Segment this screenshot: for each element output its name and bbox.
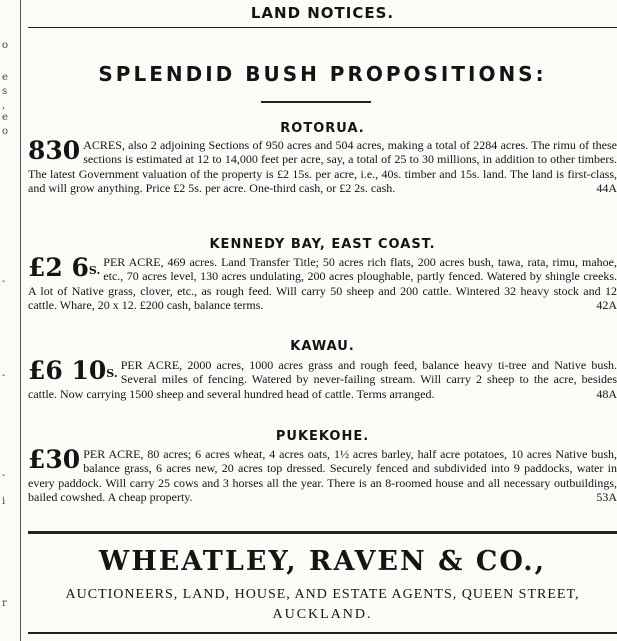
listing-body: ACRES, also 2 adjoining Sections of 950 acres and 504 acres, making a total of 2284 acres. The rimu of these sections is estimated at 12 to 14,000 feet per acre, say, a total of 25 to 30 millions, in addition to other timbers. The latest Government valuation of the property is £2 15s. per acre, i.e., 40s. timber and 15s. land. The land is first-class, and will grow anything. Price £2 5s. per acre. One-third cash, or £2 2s. cash.	[28, 138, 617, 195]
section-header: LAND NOTICES.	[250, 4, 395, 22]
margin-fragment: e	[2, 72, 8, 83]
listing-ref: 48A	[596, 386, 617, 401]
listing-ref: 44A	[596, 180, 617, 195]
listing-ref: 53A	[596, 489, 617, 504]
listing-ref: 42A	[596, 297, 617, 312]
margin-fragment: i	[2, 496, 6, 507]
margin-fragment: ,	[2, 100, 6, 111]
page-title: SPLENDID BUSH PROPOSITIONS:	[98, 62, 547, 86]
margin-fragment: o	[2, 126, 9, 137]
advertisement-column	[28, 0, 617, 641]
title-rule	[261, 101, 371, 103]
header-rule	[28, 27, 617, 28]
listing-body: PER ACRE, 469 acres. Land Transfer Title; 50 acres rich flats, 200 acres bush, tawa, rata, rimu, mahoe, etc., 70 acres level, 130 acres undulating, 200 acres ploughable, partly fenced. Watered by shingle creeks. A lot of Native grass, clover, etc., as rough feed. Will carry 50 sheep and 200 cattle. Wintered 32 heavy stock and 12 cattle. Whare, 20 x 12. £200 cash, balance terms.	[28, 255, 617, 312]
margin-fragment: e	[2, 112, 8, 123]
footer-rule	[28, 531, 617, 534]
margin-fragment: o	[2, 40, 9, 51]
listing-body: PER ACRE, 80 acres; 6 acres wheat, 4 acres oats, 1½ acres barley, half acre potatoes, 10 acres Native bush, balance grass, 6 acres new, 20 acres top dressed. Securely fenced and subdivided into 9 paddocks, water in every paddock. Will carry 25 cows and 3 horses all the year. There is an 8-roomed house and all necessary outbuildings, bailed cowshed. A cheap property.	[28, 447, 617, 504]
listing-lead: £30	[28, 445, 81, 474]
advertiser-city: AUCKLAND.	[272, 607, 373, 622]
listing-pukekohe	[28, 447, 617, 504]
advertiser-name: WHEATLEY, RAVEN & CO.,	[98, 546, 547, 577]
advertiser-description: AUCTIONEERS, LAND, HOUSE, AND ESTATE AGENTS, QUEEN STREET,	[65, 587, 580, 602]
listing-lead: 830	[28, 136, 81, 165]
listing-heading-kennedy-bay: KENNEDY BAY, EAST COAST.	[209, 237, 436, 252]
margin-fragment: -	[2, 470, 6, 481]
margin-fragment: s	[2, 86, 8, 97]
listing-lead: £6 $10^{S.}$	[28, 356, 118, 385]
column-divider	[20, 0, 21, 641]
listing-kawau	[28, 358, 617, 401]
listing-heading-rotorua: ROTORUA.	[280, 121, 365, 136]
margin-fragment: -	[2, 276, 6, 287]
bottom-rule	[28, 632, 617, 634]
margin-fragment: r	[2, 598, 7, 609]
listing-kennedy-bay	[28, 255, 617, 312]
margin-fragment: -	[2, 370, 6, 381]
listing-heading-kawau: KAWAU.	[290, 339, 355, 354]
listing-rotorua	[28, 138, 617, 195]
listing-lead: £2 $6^{S.}$	[28, 253, 101, 282]
listing-heading-pukekohe: PUKEKOHE.	[275, 429, 370, 444]
listing-body: PER ACRE, 2000 acres, 1000 acres grass and rough feed, balance heavy ti-tree and Native bush. Several miles of fencing. Watered by never-failing stream. Will carry 2 sheep to the acre, besides cattle. Now carrying 1500 sheep and several hundred head of cattle. Terms arranged.	[28, 358, 617, 401]
